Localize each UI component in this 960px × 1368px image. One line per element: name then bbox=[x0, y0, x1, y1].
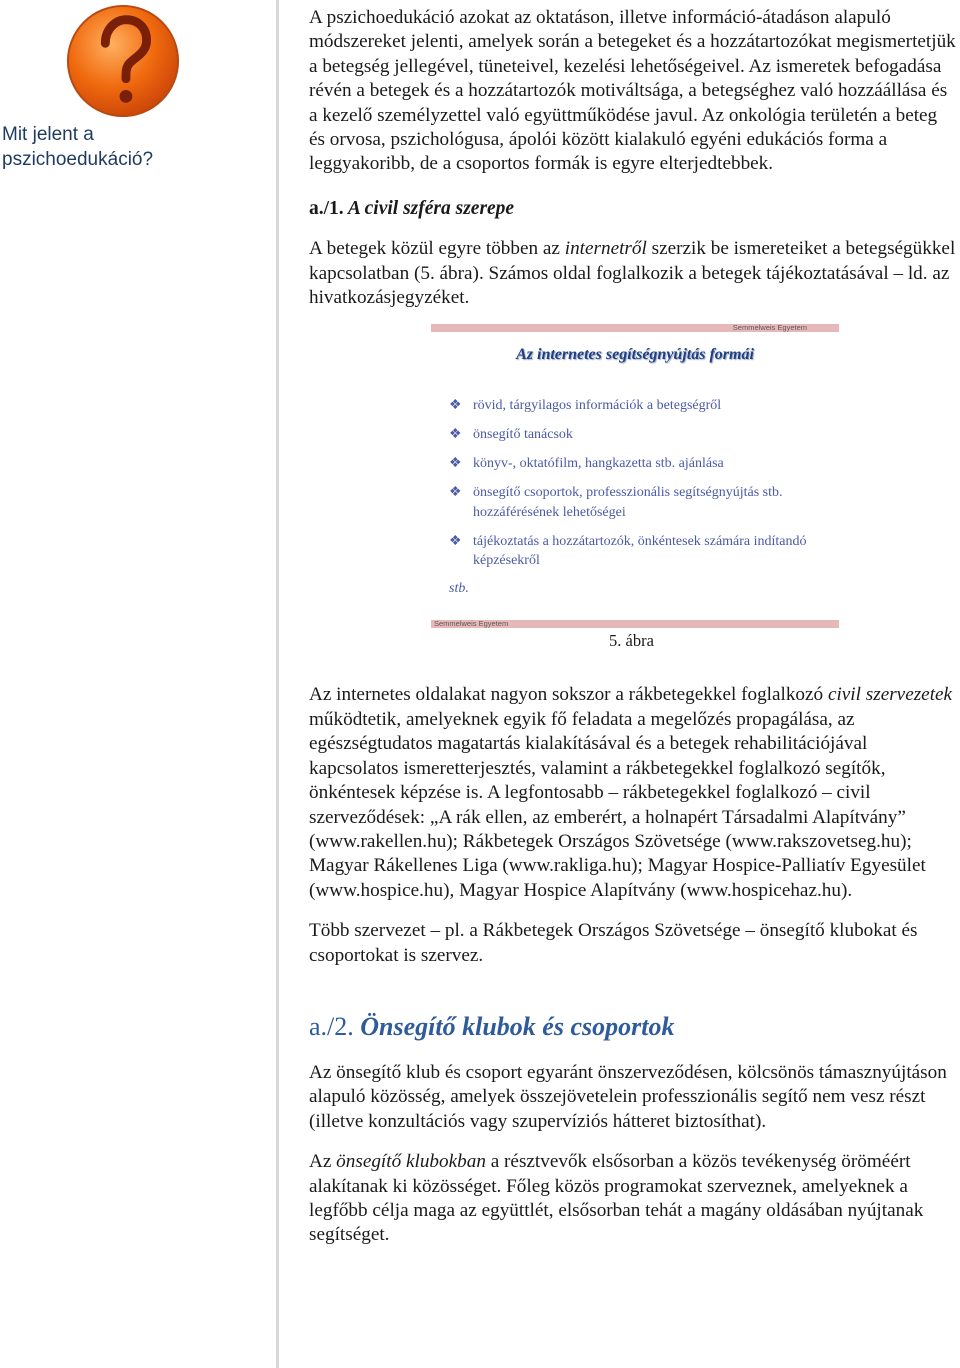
margin-note bbox=[2, 122, 272, 172]
slide-bullet-item bbox=[449, 532, 829, 571]
emphasis: civil szervezetek bbox=[827, 684, 953, 706]
organizations-paragraph: Több szervezet – pl. a Rákbetegek Országos Szövetsége – önsegítő klubokat és csoportokat is szervez. bbox=[309, 920, 918, 966]
vertical-divider bbox=[276, 0, 279, 1368]
section-heading bbox=[309, 1010, 957, 1044]
section-title: Önsegítő klubok és csoportok bbox=[360, 1011, 675, 1041]
emphasis: önsegítő klubokban bbox=[336, 1151, 486, 1173]
slide-bullet-item bbox=[449, 483, 829, 522]
slide-bullet-item bbox=[449, 396, 829, 415]
slide-bullet-text: önsegítő csoportok, professzionális segítségnyújtás stb. hozzáférésének lehetőségei bbox=[473, 485, 783, 520]
diamond-bullet-icon: ❖ bbox=[449, 398, 462, 414]
clubs-paragraph bbox=[309, 1150, 957, 1248]
margin-column bbox=[0, 0, 276, 1368]
diamond-bullet-icon: ❖ bbox=[449, 485, 462, 501]
margin-note-line: pszichoedukáció? bbox=[2, 149, 154, 170]
slide-brand: Semmelweis Egyetem bbox=[732, 323, 807, 333]
self-help-paragraph: Az önsegítő klub és csoport egyaránt önszerveződésen, kölcsönös támasznyújtáson alapuló közösség, amelyek összejövetelein professzionális segítő nem vesz részt (illetve konzultációs vagy szupervíziós hátteret biztosíthat). bbox=[309, 1061, 947, 1132]
text-run: A betegek közül egyre többen az bbox=[309, 238, 565, 260]
section-number: a./2. bbox=[309, 1011, 354, 1041]
text-run: működtetik, amelyeknek egyik fő feladata a megelőzés propagálása, az egészségtudatos magatartás kialakításával és a betegek rehabilitációjával kapcsolatos ismeretterjesztés, valamint a rákbetegekkel foglalkozó segítők, önkéntesek képzése is. A legfontosabb – rákbetegekkel foglalkozó – civil szerveződések: „A rák ellen, az emberért, a holnapért Társadalmi Alapítvány” (www.rakellen.hu); Rákbetegek Országos Szövetsége (www.rakszovetseg.hu); Magyar Rákellenes Liga (www.rakliga.hu); Magyar Hospice-Palliatív Egyesület (www.hospice.hu), Magyar Hospice Alapítvány (www.hospicehaz.hu). bbox=[309, 708, 926, 901]
figure-slide bbox=[431, 324, 839, 628]
figure-caption: 5. ábra bbox=[609, 631, 654, 651]
document-body bbox=[309, 6, 957, 1248]
slide-bullet-text: önsegítő tanácsok bbox=[473, 427, 573, 443]
slide-bullet-text: könyv-, oktatófilm, hangkazetta stb. ajánlása bbox=[473, 456, 724, 472]
text-run: a résztvevők elsősorban a közös tevékenység öröméért alakítanak ki közösséget. Főleg közös programokat szerveznek, amelyeknek a legfőbb célja maga az együttlét, elsősorban tehát a magány oldásában nyújtanak segítséget. bbox=[309, 1151, 924, 1246]
diamond-bullet-icon: ❖ bbox=[449, 533, 462, 549]
section-title: A civil szféra szerepe bbox=[347, 197, 515, 219]
text-run: Az bbox=[309, 1151, 337, 1173]
slide-bullet-list bbox=[449, 396, 829, 580]
internet-paragraph bbox=[309, 237, 957, 310]
slide-brand: Semmelweis Egyetem bbox=[434, 619, 509, 629]
slide-bullet-text: tájékoztatás a hozzátartozók, önkéntesek számára indítandó képzésekről bbox=[473, 533, 807, 569]
slide-bullet-text: rövid, tárgyilagos információk a betegségről bbox=[473, 398, 722, 414]
slide-footer-bar bbox=[431, 620, 839, 628]
diamond-bullet-icon: ❖ bbox=[449, 427, 462, 443]
diamond-bullet-icon: ❖ bbox=[449, 456, 462, 472]
slide-bullet-item bbox=[449, 425, 829, 444]
slide-header-bar bbox=[431, 324, 839, 332]
civil-paragraph bbox=[309, 683, 957, 903]
text-run: Az internetes oldalakat nagyon sokszor a rákbetegekkel foglalkozó bbox=[309, 684, 828, 706]
margin-note-line: Mit jelent a bbox=[2, 124, 94, 145]
slide-title: Az internetes segítségnyújtás formái bbox=[516, 346, 754, 364]
slide-bullet-item bbox=[449, 454, 829, 473]
text-run: szerzik be ismereteiket a betegségükkel kapcsolatban (5. ábra). Számos oldal foglalkozik a betegek tájékoztatásával – ld. az hivatkozásjegyzéket. bbox=[309, 238, 956, 309]
section-number: a./1. bbox=[309, 197, 344, 219]
emphasis: internetről bbox=[564, 238, 647, 260]
question-mark-icon bbox=[64, 2, 182, 120]
section-heading bbox=[309, 197, 957, 221]
slide-trailer: stb. bbox=[449, 581, 469, 597]
intro-paragraph: A pszichoedukáció azokat az oktatáson, illetve információ-átadáson alapuló módszereket jelenti, amelyek során a betegeket és a hozzátartozókat megismertetjük a betegség jellegével, tüneteivel, kezelési lehetőségeivel. Az ismeretek befogadása révén a betegek és a hozzátartozók motiváltsága, a betegséghez való hozzáállása és a kezelő személyzettel való együttműködése javul. Az onkológia területén a beteg és orvosa, pszichológusa, ápolói között kialakuló egyéni edukációs forma a leggyakoribb, de a csoportos formák is egyre elterjedtebbek. bbox=[309, 7, 956, 175]
